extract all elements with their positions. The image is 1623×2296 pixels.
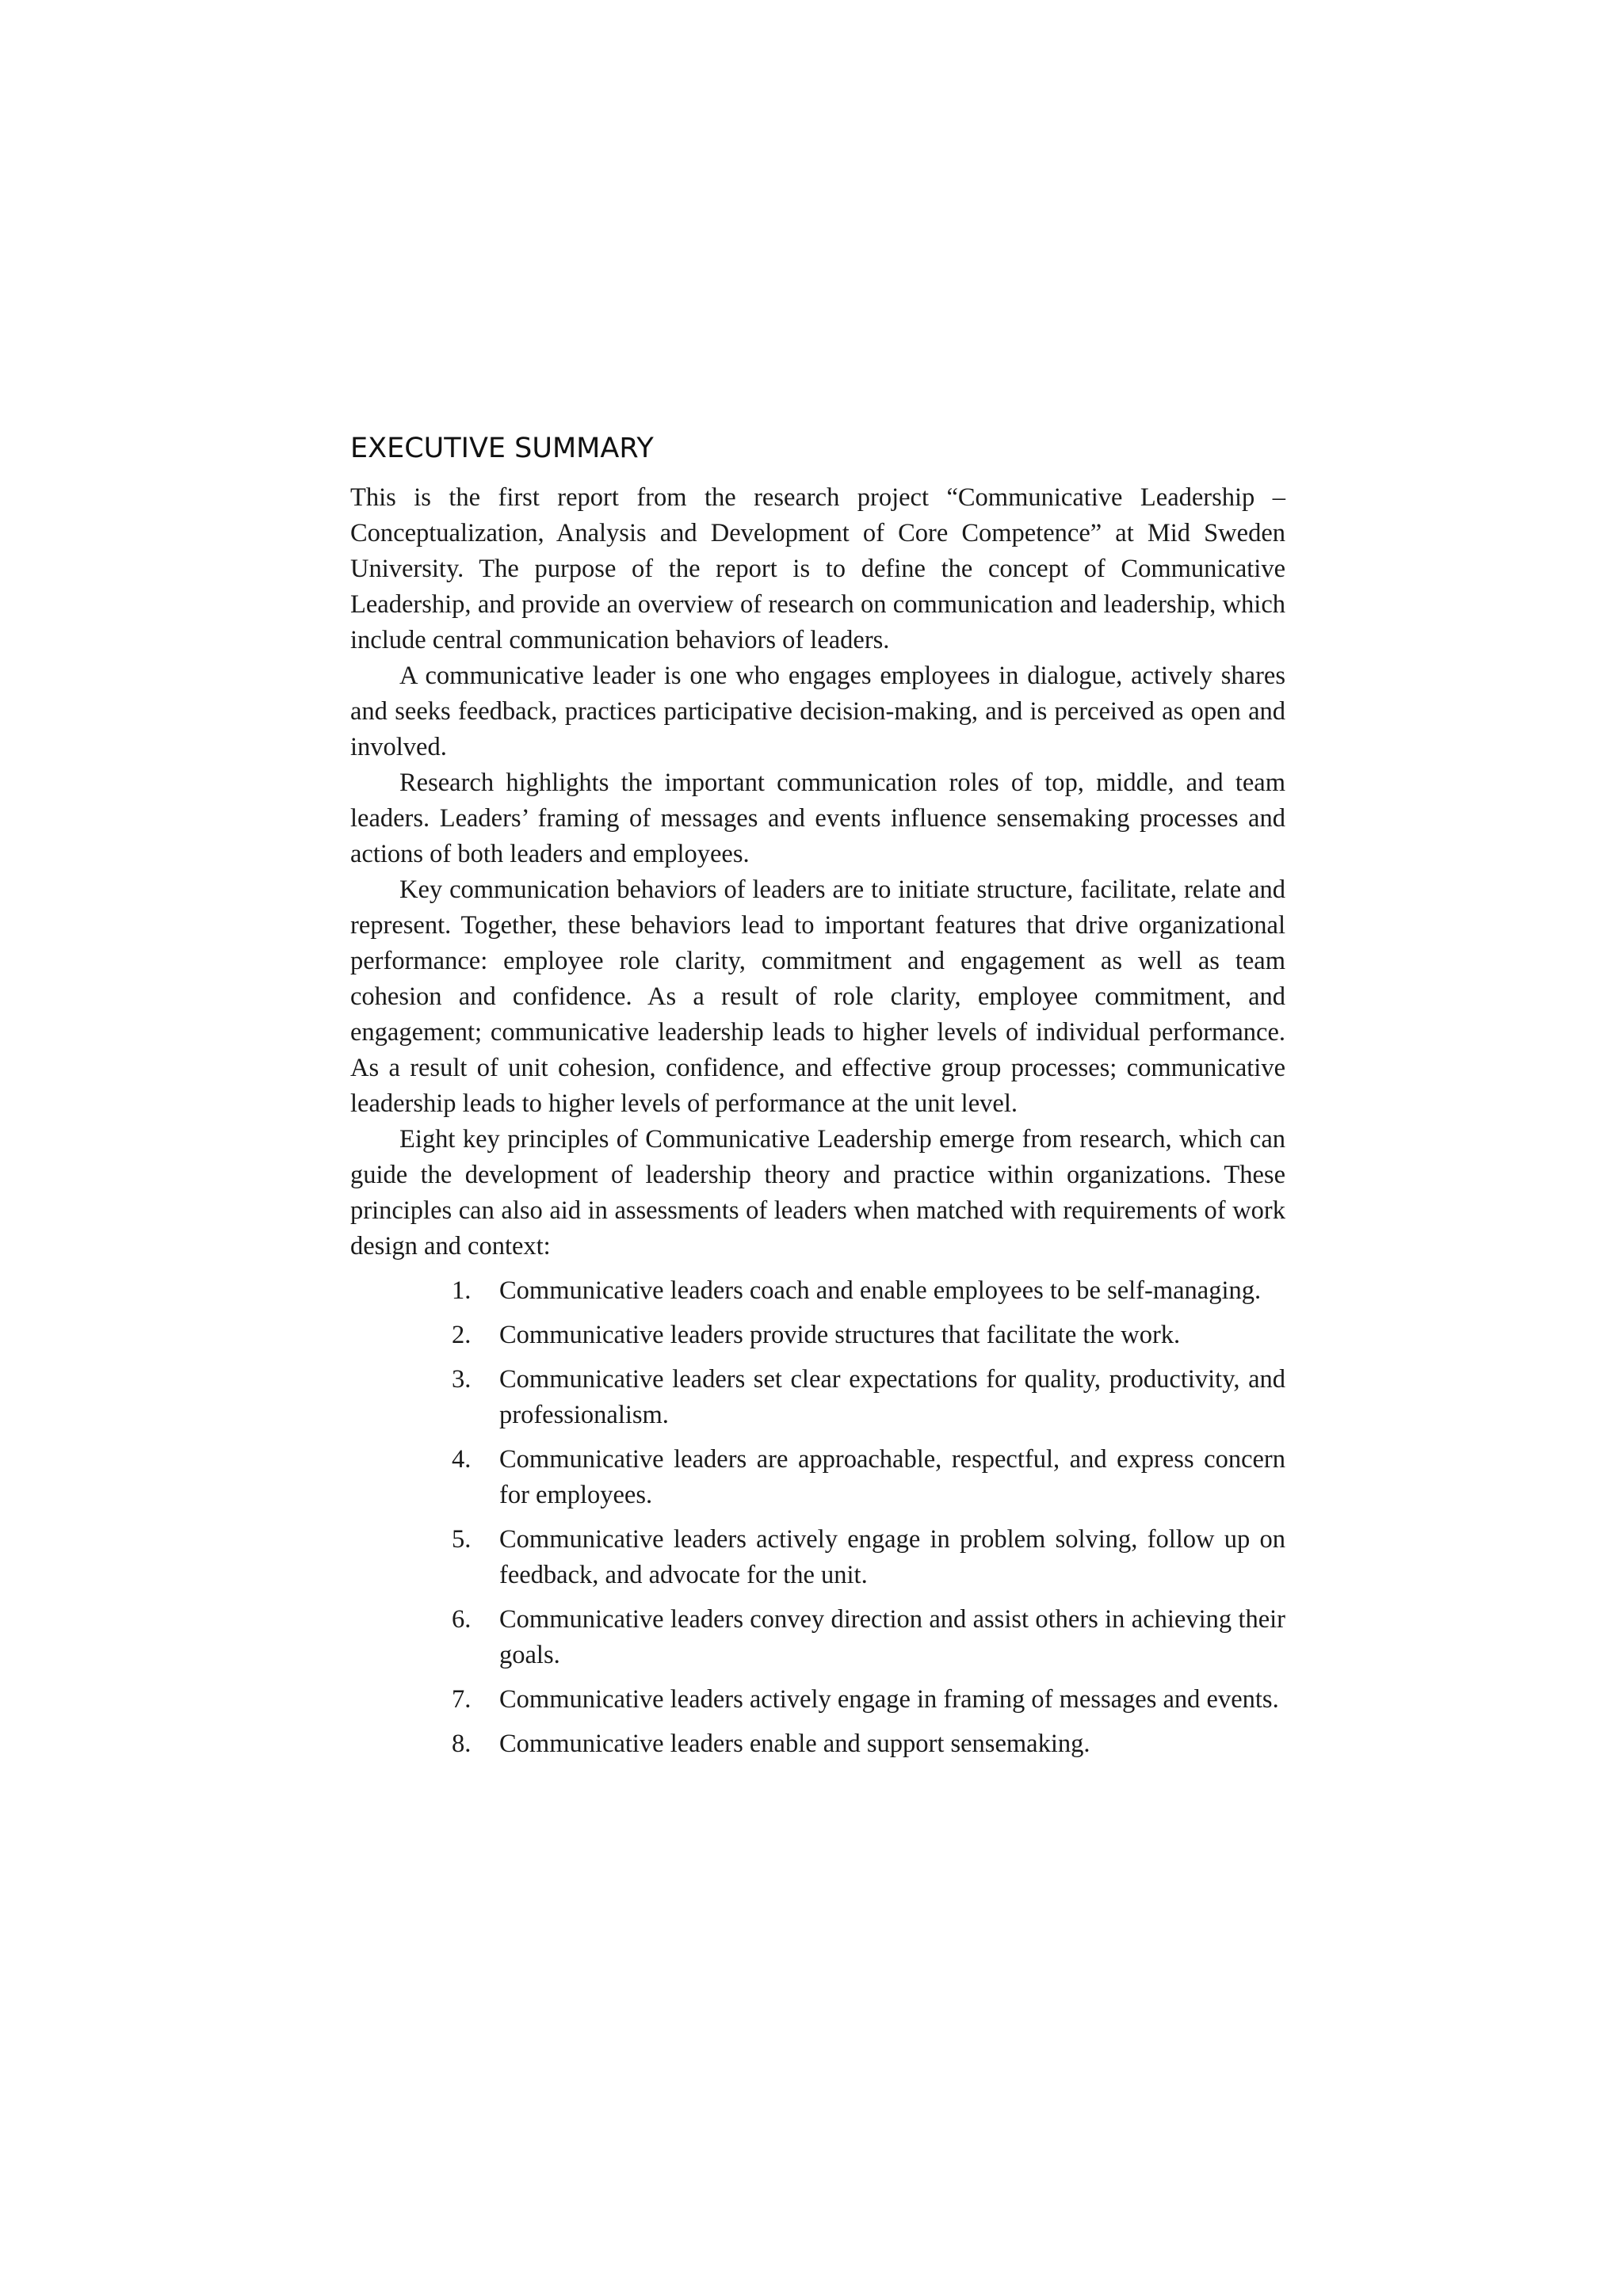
list-item (350, 1602, 1285, 1673)
list-item-text: Communicative leaders set clear expectations for quality, productivity, and professionalism. (499, 1365, 1285, 1429)
list-item-number: 4. (452, 1445, 472, 1474)
list-item (350, 1522, 1285, 1593)
list-item (350, 1442, 1285, 1513)
list-item-number: 5. (452, 1525, 472, 1554)
list-item-text: Communicative leaders provide structures that facilitate the work. (499, 1321, 1181, 1349)
list-item-text: Communicative leaders enable and support sensemaking. (499, 1730, 1090, 1758)
behaviors-paragraph: Key communication behaviors of leaders are to initiate structure, facilitate, relate and represent. Together, these behaviors lead to important features that drive organizational performance: employee role clarity, commitment and engagement as well as team cohesion and confidence. As a result of role clarity, employee commitment, and engagement; communicative leadership leads to higher levels of individual performance. As a result of unit cohesion, confidence, and effective group processes; communicative leadership leads to higher levels of performance at the unit level. (350, 875, 1285, 1118)
list-item-text: Communicative leaders are approachable, respectful, and express concern for employees. (499, 1445, 1285, 1509)
intro-paragraph: This is the first report from the research project “Communicative Leadership – Conceptualization, Analysis and Development of Core Competence” at Mid Sweden University. The purpose of the report is to define the concept of Communicative Leadership, and provide an overview of research on communication and leadership, which include central communication behaviors of leaders. (350, 483, 1285, 654)
list-item (350, 1726, 1285, 1762)
list-item-number: 7. (452, 1685, 472, 1714)
list-item-number: 8. (452, 1730, 472, 1758)
list-item-number: 6. (452, 1605, 472, 1634)
list-item-text: Communicative leaders actively engage in problem solving, follow up on feedback, and advocate for the unit. (499, 1525, 1285, 1589)
list-item-number: 1. (452, 1276, 472, 1305)
list-item-text: Communicative leaders coach and enable employees to be self-managing. (499, 1276, 1262, 1305)
list-item-text: Communicative leaders actively engage in framing of messages and events. (499, 1685, 1279, 1714)
list-item-number: 2. (452, 1321, 472, 1349)
definition-paragraph: A communicative leader is one who engages employees in dialogue, actively shares and seeks feedback, practices participative decision-making, and is perceived as open and involved. (350, 662, 1285, 761)
list-item-text: Communicative leaders convey direction and assist others in achieving their goals. (499, 1605, 1285, 1669)
list-item (350, 1273, 1285, 1309)
section-heading: EXECUTIVE SUMMARY (350, 433, 654, 464)
principles-intro-paragraph: Eight key principles of Communicative Leadership emerge from research, which can guide the development of leadership theory and practice within organizations. These principles can also aid in assessments of leaders when matched with requirements of work design and context: (350, 1125, 1285, 1261)
list-item (350, 1318, 1285, 1353)
list-item-number: 3. (452, 1365, 472, 1394)
list-item (350, 1682, 1285, 1718)
roles-paragraph: Research highlights the important communication roles of top, middle, and team leaders. Leaders’ framing of messages and events influence sensemaking processes and actions of both leaders and employees. (350, 769, 1285, 868)
executive-summary-section (350, 428, 1285, 1771)
list-item (350, 1362, 1285, 1433)
principles-list (350, 1273, 1285, 1762)
